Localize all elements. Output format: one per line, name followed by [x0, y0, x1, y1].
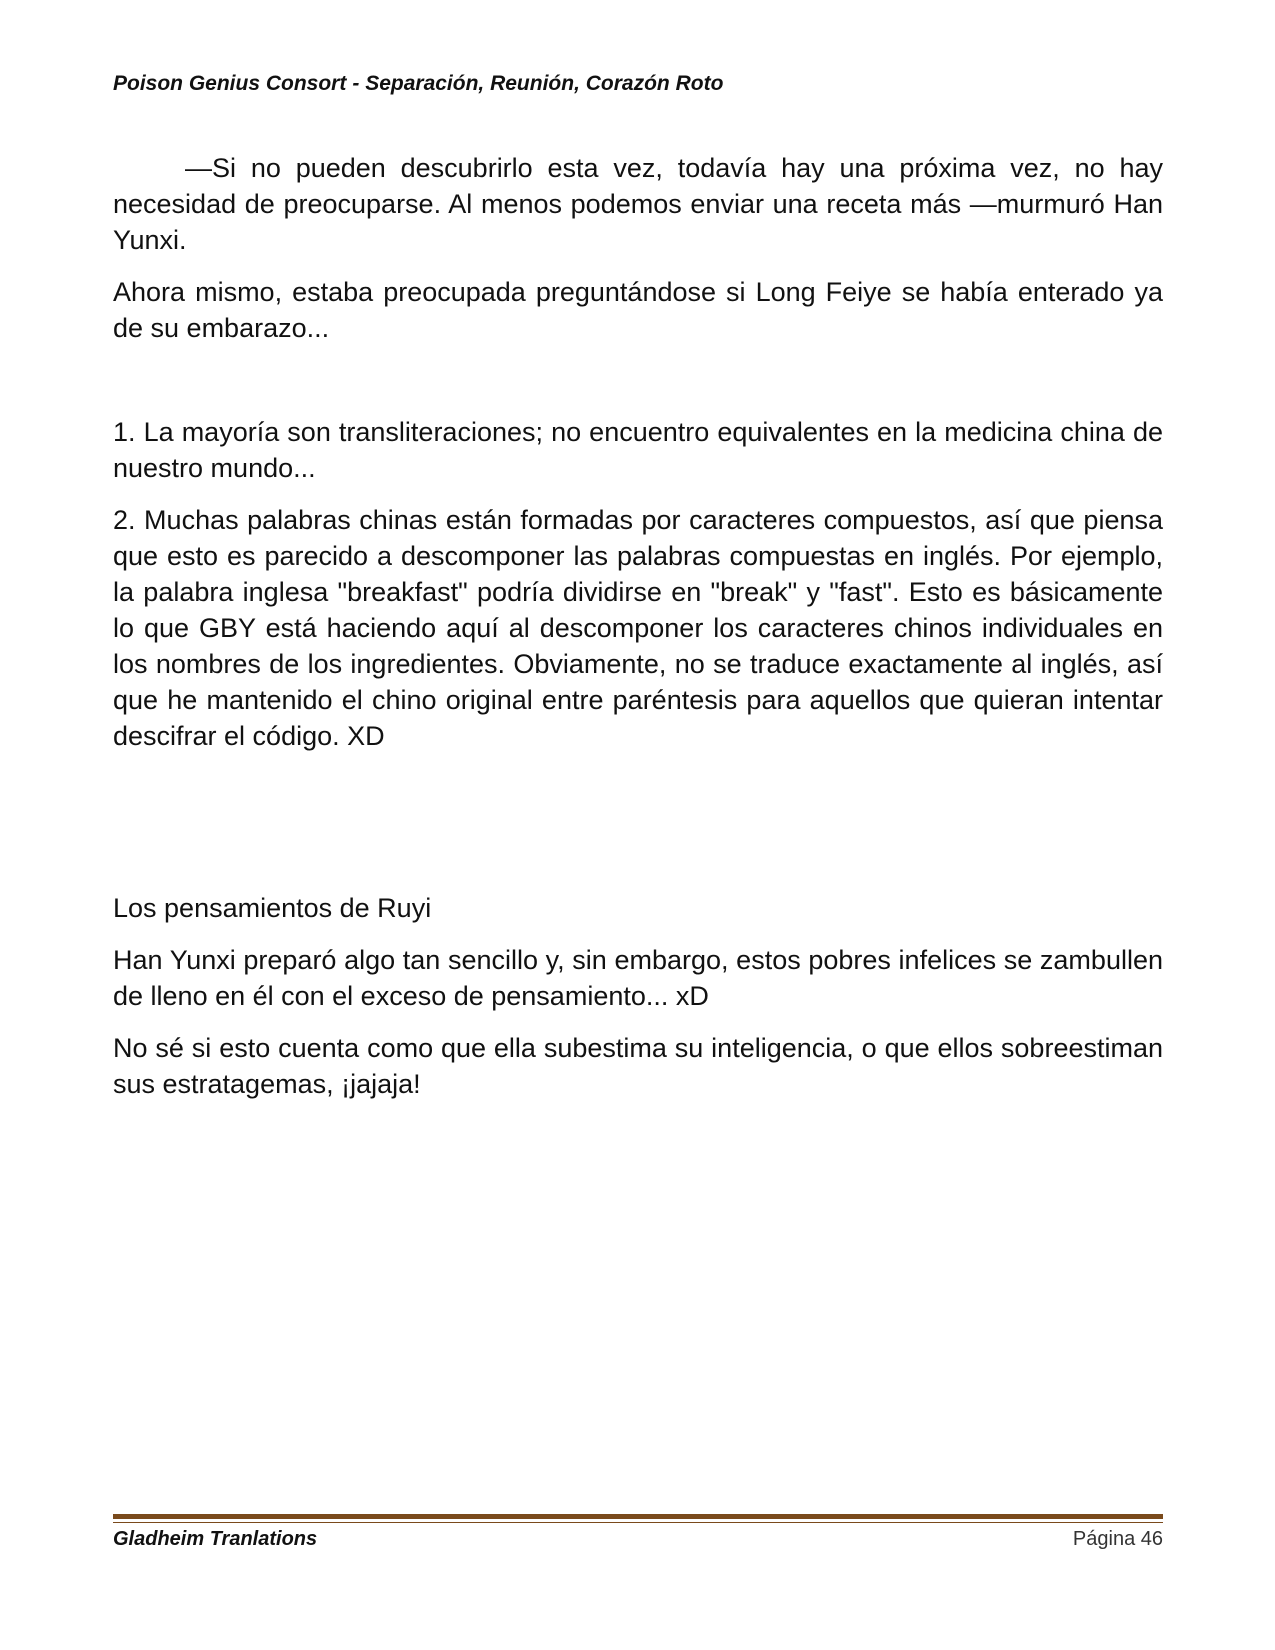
note-1: 1. La mayoría son transliteraciones; no encuentro equivalentes en la medicina china de nuestro mundo...	[113, 417, 1163, 483]
section-heading-ruyi: Los pensamientos de Ruyi	[113, 893, 432, 923]
footer-publisher: Gladheim Tranlations	[113, 1528, 318, 1550]
paragraph-ruyi-2: No sé si esto cuenta como que ella subestima su inteligencia, o que ellos sobreestiman sus estratagemas, ¡jajaja!	[113, 1033, 1163, 1099]
footer-page-number: Página 46	[1072, 1528, 1163, 1550]
page-body	[113, 150, 1163, 1102]
chapter-title: Separación, Reunión, Corazón Roto	[365, 72, 724, 95]
page-header	[113, 72, 723, 96]
header-separator: -	[352, 72, 360, 95]
book-title: Poison Genius Consort	[113, 72, 347, 95]
footer-rule-thin	[113, 1522, 1163, 1523]
paragraph-dialogue: —Si no pueden descubrirlo esta vez, todavía hay una próxima vez, no hay necesidad de preocuparse. Al menos podemos enviar una receta más —murmuró Han Yunxi.	[113, 153, 1163, 255]
paragraph-worry: Ahora mismo, estaba preocupada preguntándose si Long Feiye se había enterado ya de su embarazo...	[113, 277, 1163, 343]
paragraph-ruyi-1: Han Yunxi preparó algo tan sencillo y, sin embargo, estos pobres infelices se zambullen de lleno en él con el exceso de pensamiento... xD	[113, 945, 1163, 1011]
footer-rule-thick	[113, 1514, 1163, 1519]
note-2: 2. Muchas palabras chinas están formadas por caracteres compuestos, así que piensa que esto es parecido a descomponer las palabras compuestas en inglés. Por ejemplo, la palabra inglesa "breakfast" podría dividirse en "break" y "fast". Esto es básicamente lo que GBY está haciendo aquí al descomponer los caracteres chinos individuales en los nombres de los ingredientes. Obviamente, no se traduce exactamente al inglés, así que he mantenido el chino original entre paréntesis para aquellos que quieran intentar descifrar el código. XD	[113, 505, 1163, 751]
